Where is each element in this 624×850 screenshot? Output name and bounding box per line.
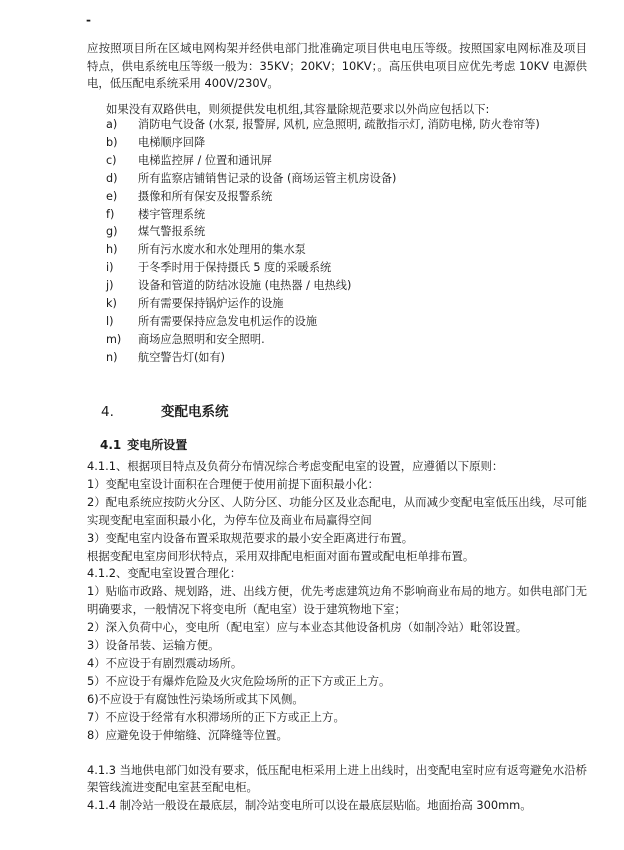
list-item-text: 所有需要保持锅炉运作的设施 — [138, 297, 284, 311]
list-item — [106, 277, 582, 295]
list-item — [106, 223, 582, 241]
body-line: 4.1.4 制冷站一般设在最底层，制冷站变电所可以设在最底层贴临。地面抬高 300mm。 — [87, 798, 532, 813]
list-item-label: b) — [106, 135, 118, 149]
section-body — [87, 458, 587, 815]
body-line: 1）贴临市政路、规划路，进、出线方便，优先考虑建筑边角不影响商业布局的地方。如供电部门无明确要求，一般情况下将变电所（配电室）设于建筑物地下室； — [87, 584, 587, 617]
list-item — [106, 188, 582, 206]
list-item-label: m) — [106, 332, 122, 346]
body-line: 2）配电系统应按防火分区、人防分区、功能分区及业态配电，从而减少变配电室低压出线，尽可能实现变配电室面积最小化，为停车位及商业布局赢得空间 — [87, 494, 587, 527]
intro-paragraph: 应按照项目所在区域电网构架并经供电部门批准确定项目供电电压等级。按照国家电网标准及项目特点，供电系统电压等级一般为：35KV；20KV；10KV；。高压供电项目应优先考虑 10KV 电源供电，低压配电系统采用 400V/230V。 — [87, 41, 587, 91]
subsection-title: 变电所设置 — [127, 438, 188, 452]
backup-power-list — [106, 116, 582, 367]
body-line: 3）设备吊装、运输方便。 — [87, 638, 220, 653]
list-item — [106, 134, 582, 152]
list-item — [106, 116, 582, 134]
list-item-label: j) — [106, 279, 114, 293]
list-item-label: h) — [106, 243, 118, 257]
list-item — [106, 331, 582, 349]
blank-line — [87, 745, 587, 762]
subsection-number: 4.1 — [100, 438, 122, 452]
subsection-heading — [100, 437, 187, 453]
list-item-text: 商场应急照明和安全照明. — [138, 332, 265, 346]
list-item — [106, 259, 582, 277]
page-marker: - — [86, 13, 91, 27]
list-item — [106, 313, 582, 331]
body-line: 2）深入负荷中心，变电所（配电室）应与本业态其他设备机房（如制冷站）毗邻设置。 — [87, 620, 528, 635]
body-line: 3）变配电室内设备布置采取规范要求的最小安全距离进行布置。 — [87, 530, 414, 545]
list-item — [106, 241, 582, 259]
list-item-label: e) — [106, 189, 118, 203]
list-item-label: a) — [106, 118, 118, 131]
list-item-label: f) — [106, 207, 115, 221]
body-line: 4）不应设于有剧烈震动场所。 — [87, 655, 243, 670]
list-item-text: 煤气警报系统 — [138, 225, 206, 239]
body-line: 4.1.1、根据项目特点及负荷分布情况综合考虑变配电室的设置，应遵循以下原则： — [87, 459, 504, 473]
list-item-label: l) — [106, 314, 114, 328]
list-item-text: 所有监察店铺销售记录的设备 (商场运管主机房设备) — [138, 171, 397, 185]
backup-power-intro: 如果没有双路供电，则须提供发电机组,其容量除规范要求以外尚应包括以下: — [106, 102, 490, 116]
list-item-label: i) — [106, 261, 114, 275]
list-item-label: k) — [106, 297, 117, 311]
list-item-label: c) — [106, 153, 117, 167]
list-item-text: 电梯监控屏 / 位置和通讯屏 — [138, 153, 272, 167]
list-item-label: n) — [106, 350, 118, 364]
list-item — [106, 349, 582, 367]
list-item — [106, 152, 582, 170]
list-item-text: 摄像和所有保安及报警系统 — [138, 189, 273, 203]
list-item — [106, 206, 582, 224]
list-item-text: 电梯顺序回降 — [138, 135, 206, 149]
list-item — [106, 295, 582, 313]
list-item-text: 消防电气设备 (水泵, 报警屏, 风机, 应急照明, 疏散指示灯, 消防电梯, 防火卷帘等) — [138, 118, 540, 131]
body-line: 5）不应设于有爆炸危险及火灾危险场所的正下方或正上方。 — [87, 673, 391, 688]
list-item — [106, 170, 582, 188]
section-number: 4. — [101, 404, 114, 420]
body-line: 6)不应设于有腐蚀性污染场所或其下风侧。 — [87, 691, 304, 706]
list-item-label: d) — [106, 171, 118, 185]
body-line: 4.1.3 当地供电部门如没有要求，低压配电柜采用上进上出线时，出变配电室时应有返弯避免水沿桥架管线流进变配电室甚至配电柜。 — [87, 762, 587, 795]
list-item-text: 航空警告灯(如有) — [138, 350, 226, 364]
body-line: 8）应避免设于伸缩缝、沉降缝等位置。 — [87, 727, 288, 742]
list-item-text: 于冬季时用于保持摄氏 5 度的采暖系统 — [138, 261, 332, 275]
list-item-text: 所有污水废水和水处理用的集水泵 — [138, 243, 306, 257]
list-item-text: 所有需要保持应急发电机运作的设施 — [138, 314, 318, 328]
list-item-text: 楼宇管理系统 — [138, 207, 206, 221]
body-line: 7）不应设于经常有水积滞场所的正下方或正上方。 — [87, 709, 345, 724]
list-item-label: g) — [106, 225, 118, 239]
body-line: 1）变配电室设计面积在合理便于使用前提下面积最小化： — [87, 476, 380, 491]
section-heading — [101, 403, 229, 421]
section-title: 变配电系统 — [161, 404, 229, 420]
body-line: 根据变配电室房间形状特点，采用双排配电柜面对面布置或配电柜单排布置。 — [87, 548, 475, 563]
body-line: 4.1.2、变配电室设置合理化： — [87, 566, 242, 581]
list-item-text: 设备和管道的防结冰设施 (电热器 / 电热线) — [138, 279, 352, 293]
